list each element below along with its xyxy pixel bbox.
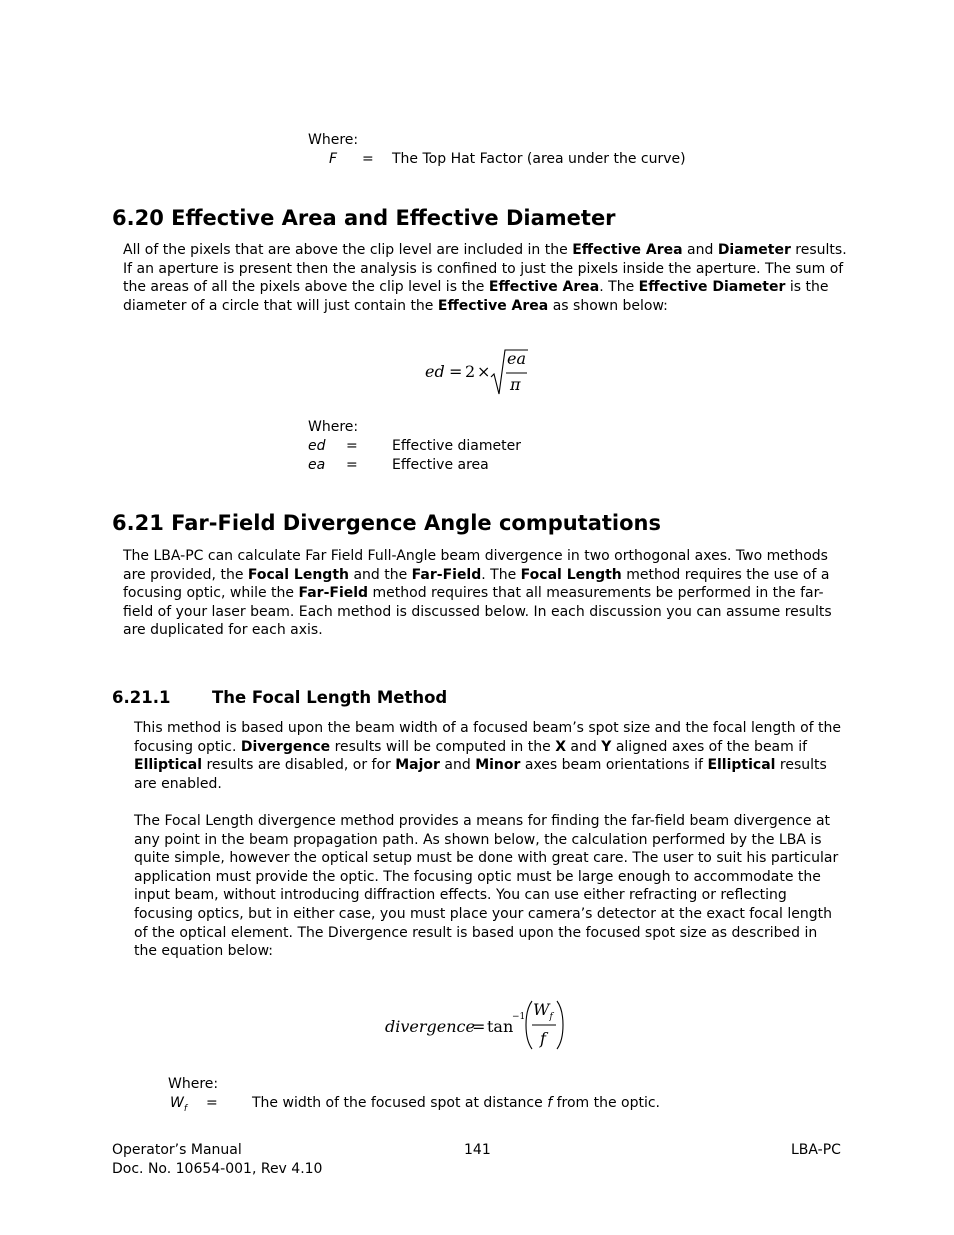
right-parenthesis [555,1000,567,1050]
footer-product: LBA-PC [791,1142,841,1158]
text-run: . The [599,279,639,296]
text-run: and [439,757,476,774]
section-6-21-1-paragraph-1 [134,719,844,793]
definition-italic-f: f [547,1095,553,1111]
bold-run: Far-Field [411,566,482,583]
definition-text-before: The width of the focused spot at distance [252,1095,548,1111]
where-symbol: F [329,151,338,167]
footer-doc-number: Doc. No. 10654-001, Rev 4.10 [112,1161,323,1177]
section-heading-6-20: 6.20 Effective Area and Effective Diameter [112,206,616,230]
text-run: and the [349,566,412,583]
where-row-wf [168,1094,661,1114]
bold-run: Focal Length [520,566,622,583]
text-run: and [682,242,718,258]
where-row-f [308,150,686,169]
text-run: method requires that all measurements be performed in the far-field of your laser beam. Each method is discussed below. In each discussion you can assume results are duplicated for each axis. [123,585,832,639]
formula-numerator [533,1000,553,1022]
bold-run: Effective Diameter [638,279,786,296]
section-6-21-1-paragraph-2 [134,812,844,961]
symbol-subscript: f [183,1103,188,1114]
where-equals: = [362,151,374,167]
section-6-20-where-block [308,418,521,475]
text-run: method requires the use of a focusing optic, while the [123,566,830,602]
formula-equals: = [449,362,463,381]
formula-function: tan [487,1017,514,1036]
paragraph-text [123,547,848,640]
paragraph-text [134,719,844,793]
symbol-main: W [170,1095,184,1111]
text-run: as shown below: [548,297,668,314]
bold-run: Elliptical [134,757,203,774]
subsection-number: 6.21.1 [112,688,171,707]
subsection-heading-6-21-1 [112,688,447,707]
text-run: The Focal Length divergence method provides a means for finding the far-field beam divergence at any point in the beam propagation path. As shown below, the calculation performed by the LBA is quite simple, however the optical setup must be done with great care. The user to suit his particular application must provide the optic. The focusing optic must be large enough to accommodate the input beam, without introducing diffraction effects. You can use either refracting or reflecting focusing optics, but in either case, you must place your camera’s detector at the exact focal length of the optical element. The Divergence result is based upon the focused spot size as described in the equation below: [134,813,839,960]
where-label: Where: [168,1076,219,1092]
formula-lhs: ed [425,362,445,381]
text-run: results are enabled. [134,757,827,792]
where-label: Where: [308,132,359,148]
formula-denominator: f [540,1029,546,1048]
numerator-symbol: W [533,1000,550,1019]
text-run: results will be computed in the [330,738,556,755]
where-symbol: ed [308,438,326,454]
paragraph-text [123,241,848,315]
bold-run: Focal Length [247,566,349,583]
formula-coefficient: 2 [465,362,476,381]
text-run: results. If an aperture is present then the analysis is confined to just the pixels inside the aperture. The sum of the areas of all the pixels above the clip level is the [123,242,847,296]
bold-run: Y [601,738,612,755]
where-definition: Effective area [392,457,489,473]
text-run: All of the pixels that are above the clip level are included in the [123,242,573,258]
text-run: is the diameter of a circle that will just contain the [123,279,829,314]
formula-times: × [477,362,491,381]
definition-text-after: from the optic. [552,1095,661,1111]
text-run: . The [481,566,521,583]
where-equals: = [346,457,358,473]
footer-page-number: 141 [464,1142,491,1158]
where-equals: = [206,1095,218,1111]
text-run: The LBA-PC can calculate Far Field Full-Angle beam divergence in two orthogonal axes. Two methods are provided, the [123,548,828,583]
bold-run: Effective Area [572,242,683,258]
text-run: aligned axes of the beam if [611,738,808,755]
text-run: axes beam orientations if [520,757,708,774]
formula-lhs: divergence [385,1017,475,1036]
where-label: Where: [308,419,359,435]
paragraph-text [134,812,844,961]
section-heading-6-21: 6.21 Far-Field Divergence Angle computations [112,511,662,535]
text-run: results are disabled, or for [202,757,396,774]
formula-numerator: ea [507,349,527,368]
bold-run: Effective Area [488,279,600,296]
bold-run: Major [395,757,440,774]
formula-denominator: π [510,375,521,394]
where-equals: = [346,438,358,454]
where-symbol: ea [308,457,326,473]
where-definition: The Top Hat Factor (area under the curve) [392,151,686,167]
bold-run: Diameter [717,242,791,258]
formula-equals: = [472,1017,486,1036]
where-definition: Effective diameter [392,438,521,454]
section-6-20-paragraph [123,241,848,315]
bold-run: Elliptical [707,757,776,774]
section-6-21-1-where-block [168,1075,661,1114]
subsection-title: The Focal Length Method [212,688,448,707]
effective-diameter-formula [424,345,534,397]
numerator-subscript: f [549,1012,553,1023]
divergence-formula [385,998,575,1052]
text-run: This method is based upon the beam width of a focused beam’s spot size and the focal length of the focusing optic. [134,720,841,755]
fraction-bar [532,1024,556,1026]
text-run: and [565,738,602,755]
bold-run: Far-Field [298,585,369,602]
bold-run: Effective Area [437,297,549,314]
bold-run: X [555,738,566,755]
where-definition [252,1094,660,1113]
top-where-block [308,131,686,169]
where-row-ea [308,456,489,475]
where-symbol [170,1094,187,1119]
footer-left [112,1141,322,1179]
footer-manual-title: Operator’s Manual [112,1142,242,1158]
bold-run: Divergence [240,738,331,755]
formula-exponent: −1 [512,1012,526,1022]
where-row-ed [308,437,521,456]
bold-run: Minor [475,757,521,774]
section-6-21-paragraph [123,547,848,640]
